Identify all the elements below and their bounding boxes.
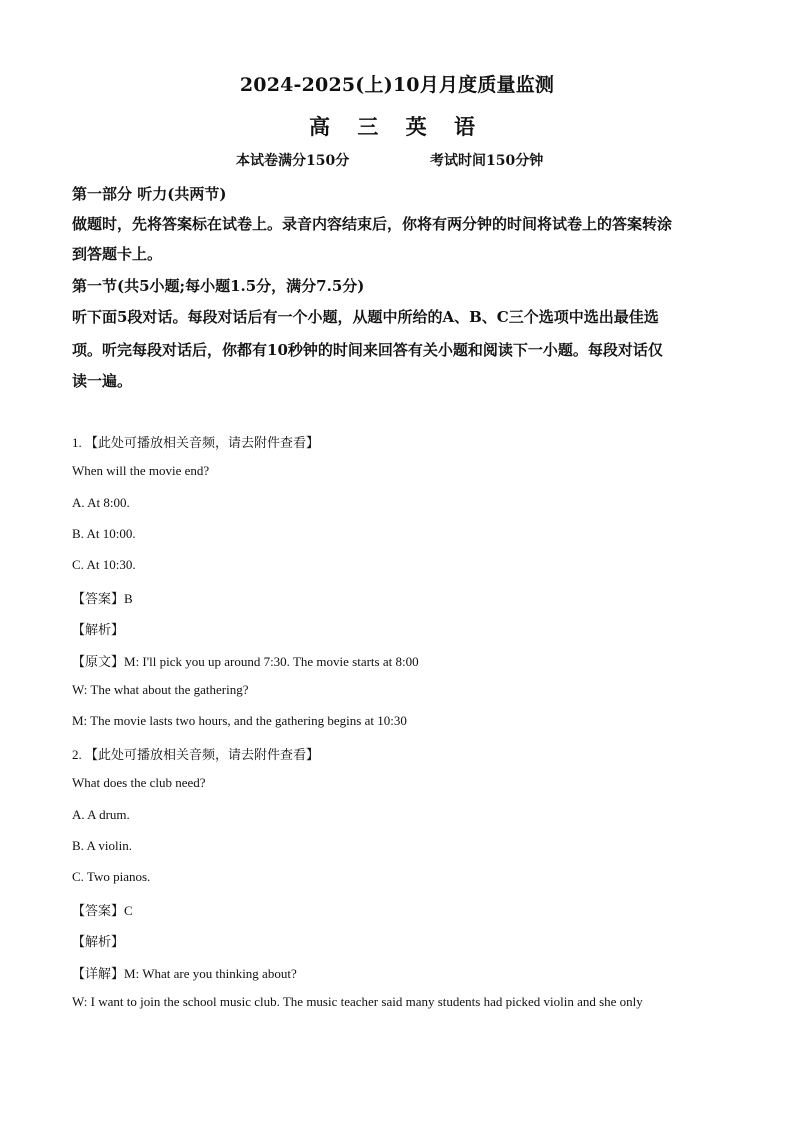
option-a: A. A drum. [72, 807, 130, 822]
instruction-line: 到答题卡上。 [72, 245, 163, 263]
full-marks: 本试卷满分150分 [236, 153, 350, 169]
answer-line [72, 900, 133, 919]
question-2-header [72, 744, 319, 763]
instruction-line: 读一遍。 [72, 372, 133, 390]
answer-line [72, 588, 133, 607]
detail-label: 【详解】 [72, 967, 125, 982]
transcript-line [72, 651, 419, 670]
option-c: C. Two pianos. [72, 869, 151, 884]
option-c: C. At 10:30. [72, 557, 136, 572]
option-a: A. At 8:00. [72, 495, 130, 510]
answer-label: 【答案】 [72, 592, 125, 607]
analysis-label: 【解析】 [72, 935, 125, 950]
instruction-line: 听下面5段对话。每段对话后有一个小题，从题中所给的A、B、C三个选项中选出最佳选 [72, 308, 659, 326]
answer-label: 【答案】 [72, 904, 125, 919]
detail-text: M: What are you thinking about? [124, 966, 297, 981]
question-number: 2. [72, 747, 82, 762]
question-number: 1. [72, 435, 82, 450]
question-2-text: What does the club need? [72, 775, 206, 790]
exam-title: 2024-2025(上)10月月度质量监测 [239, 74, 555, 96]
option-b: B. At 10:00. [72, 526, 136, 541]
transcript-line: W: I want to join the school music club. The music teacher said many students had picked violin and she only [72, 994, 643, 1009]
transcript-line: M: The movie lasts two hours, and the gathering begins at 10:30 [72, 713, 407, 728]
section-heading: 第一部分 听力(共两节) [72, 185, 227, 203]
transcript-text: M: I'll pick you up around 7:30. The movie starts at 8:00 [124, 654, 419, 669]
subject-title: 高 三 英 语 [309, 114, 485, 139]
audio-note-link[interactable]: 【此处可播放相关音频，请去附件查看】 [85, 436, 320, 451]
audio-note-link[interactable]: 【此处可播放相关音频，请去附件查看】 [85, 748, 320, 763]
answer-value: C [124, 903, 133, 918]
question-1-text: When will the movie end? [72, 463, 210, 478]
exam-time: 考试时间150分钟 [430, 153, 544, 169]
option-b: B. A violin. [72, 838, 132, 853]
analysis-label: 【解析】 [72, 623, 125, 638]
detail-line [72, 963, 297, 982]
sub-section-heading: 第一节(共5小题;每小题1.5分，满分7.5分) [72, 277, 365, 295]
question-1-header [72, 432, 319, 451]
transcript-label: 【原文】 [72, 655, 125, 670]
answer-value: B [124, 591, 133, 606]
instruction-line: 项。听完每段对话后，你都有10秒钟的时间来回答有关小题和阅读下一小题。每段对话仅 [72, 341, 663, 359]
transcript-line: W: The what about the gathering? [72, 682, 249, 697]
instruction-line: 做题时，先将答案标在试卷上。录音内容结束后，你将有两分钟的时间将试卷上的答案转涂 [72, 215, 673, 233]
